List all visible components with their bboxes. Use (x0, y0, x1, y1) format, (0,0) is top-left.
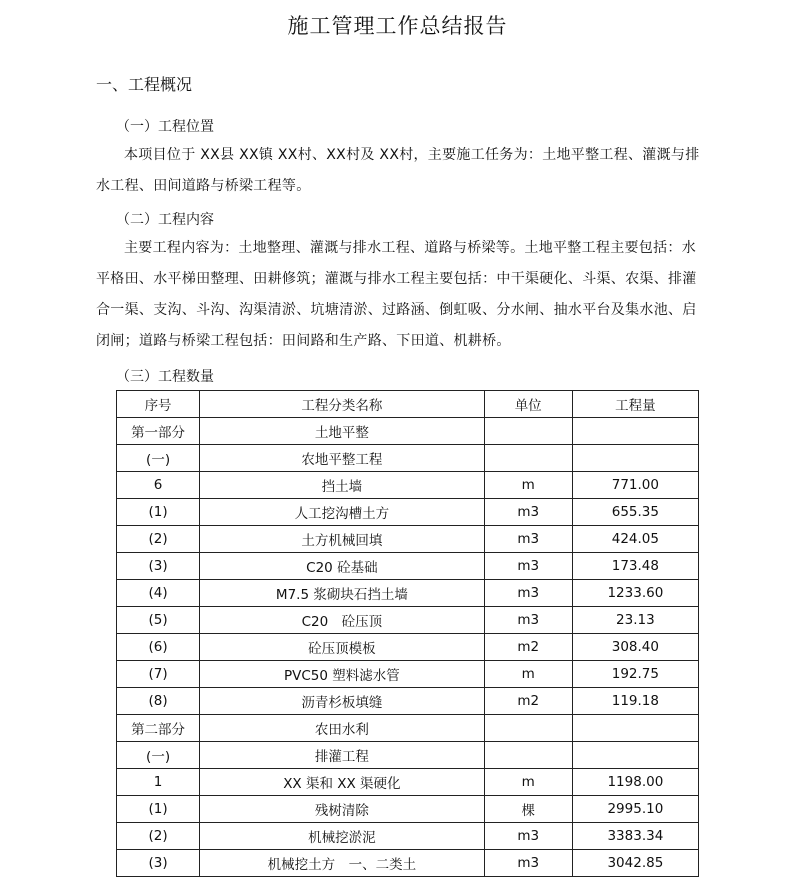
cell-quantity: 424.05 (572, 526, 698, 553)
cell-quantity: 1198.00 (572, 769, 698, 796)
cell-quantity: 192.75 (572, 661, 698, 688)
cell-quantity (572, 445, 698, 472)
paragraph-content: 主要工程内容为：土地整理、灌溉与排水工程、道路与桥梁等。土地平整工程主要包括：水平格田、水平梯田整理、田耕修筑；灌溉与排水工程主要包括：中干渠硬化、斗渠、农渠、排灌合一渠、支沟、斗沟、沟渠清淤、坑塘清淤、过路涵、倒虹吸、分水闸、抽水平台及集水池、启闭闸；道路与桥梁工程包括：田间路和生产路、下田道、机耕桥。 (96, 240, 697, 349)
table-row (117, 769, 699, 796)
cell-unit: m3 (484, 607, 572, 634)
cell-index: 第二部分 (117, 715, 200, 742)
cell-quantity (572, 418, 698, 445)
subsection-heading-location: （一）工程位置 (116, 119, 214, 135)
cell-item-name: 机械挖土方 一、二类土 (200, 850, 484, 877)
table-row (117, 472, 699, 499)
table-row (117, 796, 699, 823)
header-item-name: 工程分类名称 (200, 391, 484, 418)
cell-unit: m3 (484, 823, 572, 850)
table-row (117, 607, 699, 634)
cell-item-name: 机械挖淤泥 (200, 823, 484, 850)
cell-item-name: 土方机械回填 (200, 526, 484, 553)
table-row (117, 634, 699, 661)
quantity-table (116, 390, 699, 877)
table-row (117, 850, 699, 877)
cell-index: (5) (117, 607, 200, 634)
cell-index: (一) (117, 445, 200, 472)
cell-quantity: 3383.34 (572, 823, 698, 850)
table-body (117, 418, 699, 877)
section-heading-overview: 一、工程概况 (96, 75, 193, 94)
table-header-row (117, 391, 699, 418)
cell-index: (3) (117, 850, 200, 877)
cell-item-name: C20 砼压顶 (200, 607, 484, 634)
cell-item-name: 人工挖沟槽土方 (200, 499, 484, 526)
cell-unit (484, 418, 572, 445)
cell-unit: m2 (484, 634, 572, 661)
cell-item-name: XX 渠和 XX 渠硬化 (200, 769, 484, 796)
cell-unit (484, 742, 572, 769)
cell-quantity: 771.00 (572, 472, 698, 499)
cell-index: 6 (117, 472, 200, 499)
cell-unit: m3 (484, 526, 572, 553)
cell-item-name: 排灌工程 (200, 742, 484, 769)
cell-quantity (572, 742, 698, 769)
cell-item-name: 残树清除 (200, 796, 484, 823)
cell-unit: 棵 (484, 796, 572, 823)
cell-item-name: C20 砼基础 (200, 553, 484, 580)
document-title: 施工管理工作总结报告 (287, 14, 508, 38)
table-row (117, 526, 699, 553)
cell-unit: m3 (484, 580, 572, 607)
cell-quantity: 3042.85 (572, 850, 698, 877)
cell-item-name: 挡土墙 (200, 472, 484, 499)
cell-index: 第一部分 (117, 418, 200, 445)
table-row (117, 661, 699, 688)
subsection-heading-content: （二）工程内容 (116, 212, 214, 228)
cell-index: (2) (117, 526, 200, 553)
cell-index: (1) (117, 796, 200, 823)
cell-quantity: 173.48 (572, 553, 698, 580)
cell-quantity: 308.40 (572, 634, 698, 661)
table-row (117, 553, 699, 580)
table-row (117, 688, 699, 715)
cell-unit: m3 (484, 850, 572, 877)
cell-quantity: 1233.60 (572, 580, 698, 607)
cell-index: (一) (117, 742, 200, 769)
cell-unit (484, 445, 572, 472)
cell-unit (484, 715, 572, 742)
cell-index: (4) (117, 580, 200, 607)
cell-unit: m (484, 661, 572, 688)
table-row (117, 499, 699, 526)
cell-quantity: 2995.10 (572, 796, 698, 823)
cell-unit: m2 (484, 688, 572, 715)
cell-item-name: 农田水利 (200, 715, 484, 742)
cell-unit: m3 (484, 499, 572, 526)
cell-item-name: 砼压顶模板 (200, 634, 484, 661)
cell-index: (3) (117, 553, 200, 580)
table-row (117, 715, 699, 742)
cell-index: (1) (117, 499, 200, 526)
cell-item-name: 土地平整 (200, 418, 484, 445)
cell-unit: m3 (484, 553, 572, 580)
cell-quantity (572, 715, 698, 742)
table-row (117, 742, 699, 769)
cell-item-name: 沥青杉板填缝 (200, 688, 484, 715)
cell-unit: m (484, 769, 572, 796)
cell-index: 1 (117, 769, 200, 796)
cell-item-name: 农地平整工程 (200, 445, 484, 472)
header-quantity: 工程量 (572, 391, 698, 418)
cell-index: (6) (117, 634, 200, 661)
cell-index: (2) (117, 823, 200, 850)
header-index: 序号 (117, 391, 200, 418)
subsection-heading-quantity: （三）工程数量 (116, 369, 214, 385)
cell-index: (7) (117, 661, 200, 688)
cell-item-name: M7.5 浆砌块石挡土墙 (200, 580, 484, 607)
cell-quantity: 23.13 (572, 607, 698, 634)
cell-quantity: 655.35 (572, 499, 698, 526)
table-row (117, 445, 699, 472)
cell-item-name: PVC50 塑料滤水管 (200, 661, 484, 688)
cell-unit: m (484, 472, 572, 499)
table-row (117, 823, 699, 850)
cell-index: (8) (117, 688, 200, 715)
paragraph-location: 本项目位于 XX县 XX镇 XX村、XX村及 XX村，主要施工任务为：土地平整工程、灌溉与排水工程、田间道路与桥梁工程等。 (96, 147, 700, 194)
header-unit: 单位 (484, 391, 572, 418)
table-row (117, 418, 699, 445)
table-row (117, 580, 699, 607)
cell-quantity: 119.18 (572, 688, 698, 715)
